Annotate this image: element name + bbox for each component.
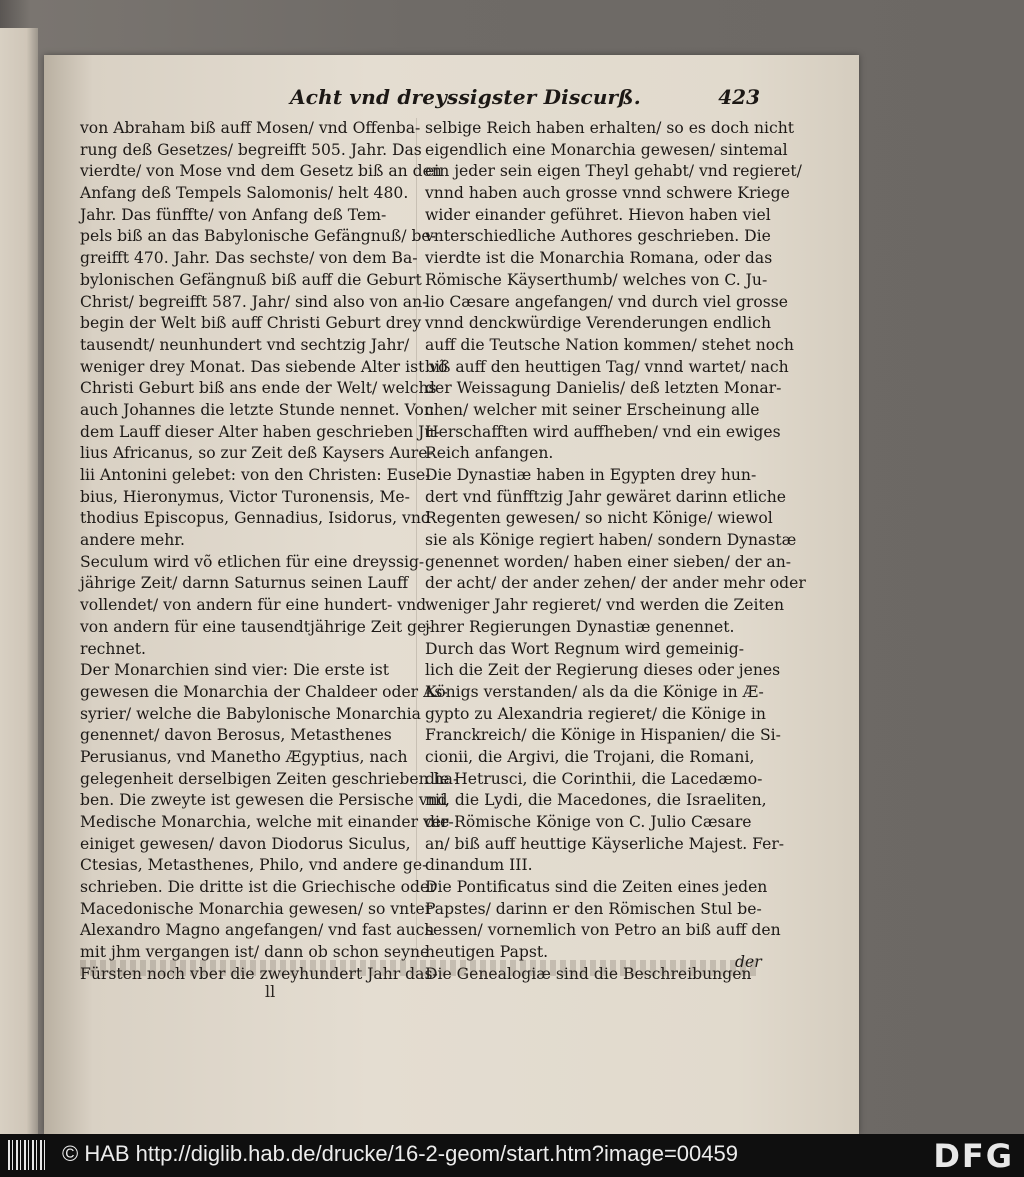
text-line: selbige Reich haben erhalten/ so es doch nicht	[425, 119, 795, 137]
text-line: auff die Teutsche Nation kommen/ stehet noch	[425, 335, 794, 354]
text-line: genennet/ davon Berosus, Metasthenes	[80, 726, 392, 745]
text-line: Alexandro Magno angefangen/ vnd fast auch	[80, 921, 435, 940]
text-line: dem Lauff dieser Alter haben geschrieben Ju-	[80, 422, 440, 441]
text-line: gewesen die Monarchia der Chaldeer oder As-	[80, 682, 448, 701]
text-line: Die Genealogiæ sind die Beschreibungen	[425, 964, 752, 983]
previous-page-edge	[0, 28, 38, 1134]
text-line: lio Cæsare angefangen/ vnd durch viel grosse	[425, 292, 789, 311]
catchword: der	[735, 953, 762, 971]
text-line: greifft 470. Jahr. Das sechste/ von dem Ba-	[80, 249, 418, 268]
text-line: die Hetrusci, die Corinthii, die Lacedæmo-	[425, 769, 763, 788]
text-line: bylonischen Gefängnuß biß auff die Geburt	[80, 270, 422, 289]
text-line: begin der Welt biß auff Christi Geburt drey	[80, 314, 422, 333]
text-line: lii Antonini gelebet: von den Christen: Euse-	[80, 466, 431, 484]
text-line: Macedonische Monarchia gewesen/ so vnter	[80, 899, 433, 918]
page-number: 423	[718, 85, 760, 109]
text-line: Papstes/ darinn er den Römischen Stul be-	[425, 899, 762, 918]
text-line: Der Monarchien sind vier: Die erste ist	[80, 661, 390, 680]
text-line: ein jeder sein eigen Theyl gehabt/ vnd regieret/	[425, 162, 802, 181]
text-line: auch Johannes die letzte Stunde nennet. Von	[80, 400, 434, 419]
text-line: von andern für eine tausendtjährige Zeit ge-	[80, 617, 432, 636]
text-line: thodius Episcopus, Gennadius, Isidorus, vnd	[80, 509, 431, 528]
text-line: chen/ welcher mit seiner Erscheinung alle	[425, 400, 760, 419]
text-line: lich die Zeit der Regierung dieses oder jenes	[425, 661, 781, 680]
signature-mark: ll	[265, 982, 276, 1001]
footer-bar	[0, 1134, 1024, 1177]
text-line: Fürsten noch vber die zweyhundert Jahr das-	[80, 964, 438, 983]
text-line: bius, Hieronymus, Victor Turonensis, Me-	[80, 487, 410, 506]
text-line: Reich anfangen.	[425, 444, 554, 463]
text-line: vollendet/ von andern für eine hundert- vnd	[80, 596, 427, 615]
text-line: eigendlich eine Monarchia gewesen/ sintemal	[425, 140, 788, 159]
text-line: Die Dynastiæ haben in Egypten drey hun-	[425, 466, 757, 484]
text-line: weniger drey Monat. Das siebende Alter ist võ	[80, 357, 448, 376]
text-line: Jahr. Das fünffte/ von Anfang deß Tem-	[80, 205, 387, 224]
text-line: Medische Monarchia, welche mit einander ver-	[80, 813, 454, 831]
text-line: dinandum III.	[425, 856, 533, 875]
text-line: von Abraham biß auff Mosen/ vnd Offenba-	[80, 119, 421, 137]
show-through-text	[80, 960, 760, 976]
text-line: Christ/ begreifft 587. Jahr/ sind also von an-	[80, 292, 428, 311]
text-line: ben. Die zweyte ist gewesen die Persische vnd	[80, 791, 448, 810]
dfg-logo: DFG	[933, 1137, 1014, 1175]
text-line: Römische Käyserthumb/ welches von C. Ju-	[425, 270, 768, 289]
text-line: heutigen Papst.	[425, 943, 549, 962]
text-line: Anfang deß Tempels Salomonis/ helt 480.	[80, 184, 409, 203]
text-line: die Römische Könige von C. Julio Cæsare	[425, 813, 752, 831]
text-line: Regenten gewesen/ so nicht Könige/ wiewol	[425, 509, 773, 528]
text-line: Herschafften wird auffheben/ vnd ein ewiges	[425, 422, 781, 441]
text-line: Perusianus, vnd Manetho Ægyptius, nach	[80, 747, 408, 766]
text-line: biß auff den heuttigen Tag/ vnnd wartet/ nach	[425, 357, 789, 376]
text-line: Die Pontificatus sind die Zeiten eines jeden	[425, 878, 768, 897]
text-line: Christi Geburt biß ans ende der Welt/ welchs	[80, 379, 437, 398]
barcode-icon	[8, 1140, 48, 1170]
column-gutter	[416, 118, 417, 978]
text-line: nii, die Lydi, die Macedones, die Israeliten,	[425, 791, 767, 810]
text-line: Franckreich/ die Könige in Hispanien/ die Si-	[425, 726, 781, 745]
left-column	[80, 118, 459, 986]
text-line: Durch das Wort Regnum wird gemeinig-	[425, 639, 745, 658]
text-line: jhrer Regierungen Dynastiæ genennet.	[425, 617, 735, 636]
text-line: vnnd haben auch grosse vnnd schwere Kriege	[425, 184, 790, 203]
text-line: an/ biß auff heuttige Käyserliche Majest. Fer-	[425, 834, 785, 853]
text-line: pels biß an das Babylonische Gefängnuß/ be-	[80, 227, 436, 246]
text-line: cionii, die Argivi, die Trojani, die Romani,	[425, 747, 755, 766]
text-line: rechnet.	[80, 639, 146, 658]
running-title: Acht vnd dreyssigster Discurß.	[290, 85, 641, 109]
text-line: mit jhm vergangen ist/ dann ob schon seyne	[80, 943, 430, 962]
text-line: tausendt/ neunhundert vnd sechtzig Jahr/	[80, 335, 410, 354]
running-header	[290, 85, 760, 119]
text-line: vnterschiedliche Authores geschrieben. Die	[425, 227, 771, 246]
text-line: Seculum wird võ etlichen für eine dreyssig-	[80, 552, 425, 571]
text-line: rung deß Gesetzes/ begreifft 505. Jahr. Das	[80, 140, 422, 159]
right-column	[425, 118, 806, 986]
text-line: der acht/ der ander zehen/ der ander mehr oder	[425, 574, 806, 593]
text-line: schrieben. Die dritte ist die Griechische oder	[80, 878, 437, 897]
text-line: weniger Jahr regieret/ vnd werden die Zeiten	[425, 596, 785, 615]
text-line: vierdte ist die Monarchia Romana, oder das	[425, 249, 773, 268]
text-line: syrier/ welche die Babylonische Monarchia	[80, 704, 421, 723]
text-line: Königs verstanden/ als da die Könige in Æ-	[425, 682, 764, 701]
text-line: einiget gewesen/ davon Diodorus Siculus,	[80, 834, 411, 853]
text-line: andere mehr.	[80, 531, 185, 550]
text-line: der Weissagung Danielis/ deß letzten Monar-	[425, 379, 782, 398]
text-line: gypto zu Alexandria regieret/ die Könige in	[425, 704, 766, 723]
text-line: vnnd denckwürdige Verenderungen endlich	[425, 314, 772, 333]
text-line: vierdte/ von Mose vnd dem Gesetz biß an den	[80, 162, 442, 181]
text-line: sie als Könige regiert haben/ sondern Dynastæ	[425, 531, 797, 550]
text-line: genennet worden/ haben einer sieben/ der an-	[425, 552, 792, 571]
text-line: jährige Zeit/ darnn Saturnus seinen Lauff	[80, 574, 409, 593]
text-line: dert vnd fünfftzig Jahr gewäret darinn etliche	[425, 487, 787, 506]
text-line: Ctesias, Metasthenes, Philo, vnd andere ge-	[80, 856, 428, 875]
copyright-url[interactable]: © HAB http://diglib.hab.de/drucke/16-2-geom/start.htm?image=00459	[62, 1141, 738, 1166]
text-line: sessen/ vornemlich von Petro an biß auff den	[425, 921, 781, 940]
text-line: wider einander geführet. Hievon haben viel	[425, 205, 771, 224]
text-line: lius Africanus, so zur Zeit deß Kaysers Aure-	[80, 444, 433, 463]
text-line: gelegenheit derselbigen Zeiten geschrieben ha-	[80, 769, 459, 788]
